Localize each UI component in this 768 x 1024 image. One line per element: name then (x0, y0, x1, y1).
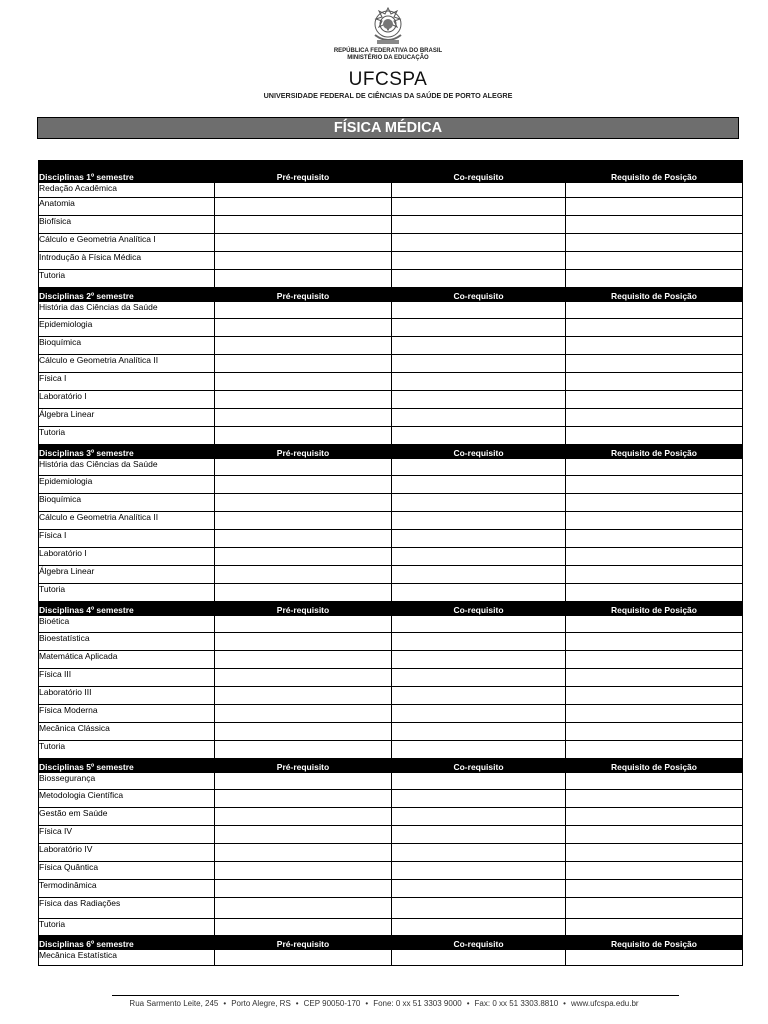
prerequisite-cell[interactable] (215, 808, 392, 826)
corequisite-cell[interactable] (392, 651, 566, 669)
semester-header (39, 445, 743, 459)
table-row (39, 530, 743, 548)
column-header: Co-requisito (392, 445, 566, 459)
footer-item: Rua Sarmento Leite, 245 (129, 999, 219, 1008)
position-requirement-cell[interactable] (566, 741, 743, 759)
discipline-name: Física das Radiações (39, 898, 215, 919)
table-row (39, 826, 743, 844)
brazil-coat-of-arms-icon (369, 7, 407, 47)
bullet-separator: • (563, 999, 566, 1008)
discipline-name: Mecânica Estatística (39, 950, 215, 966)
prerequisite-cell[interactable] (215, 723, 392, 741)
corequisite-cell[interactable] (392, 880, 566, 898)
position-requirement-cell[interactable] (566, 773, 743, 790)
column-header: Pré-requisito (215, 936, 392, 950)
column-header: Pré-requisito (215, 602, 392, 616)
position-requirement-cell[interactable] (566, 844, 743, 862)
table-row (39, 808, 743, 826)
prerequisite-cell[interactable] (215, 373, 392, 391)
discipline-name: Cálculo e Geometria Analítica I (39, 234, 215, 252)
discipline-name: Álgebra Linear (39, 566, 215, 584)
footer-item: www.ufcspa.edu.br (570, 999, 639, 1008)
prerequisite-cell[interactable] (215, 773, 392, 790)
corequisite-cell[interactable] (392, 459, 566, 476)
table-row (39, 773, 743, 790)
table-row (39, 651, 743, 669)
position-requirement-cell[interactable] (566, 950, 743, 966)
column-header: Requisito de Posição (566, 445, 743, 459)
table-row (39, 919, 743, 936)
column-header: Pré-requisito (215, 161, 392, 183)
letterhead (0, 0, 768, 110)
discipline-name: Laboratório III (39, 687, 215, 705)
position-requirement-cell[interactable] (566, 566, 743, 584)
table-row (39, 494, 743, 512)
discipline-name: Bioética (39, 616, 215, 633)
discipline-name: Mecânica Clássica (39, 723, 215, 741)
semester-header (39, 161, 743, 183)
corequisite-cell[interactable] (392, 862, 566, 880)
position-requirement-cell[interactable] (566, 270, 743, 288)
prerequisite-cell[interactable] (215, 530, 392, 548)
table-row (39, 373, 743, 391)
table-row (39, 270, 743, 288)
table-row (39, 234, 743, 252)
column-header: Co-requisito (392, 288, 566, 302)
column-header: Co-requisito (392, 161, 566, 183)
discipline-name: Epidemiologia (39, 319, 215, 337)
position-requirement-cell[interactable] (566, 584, 743, 602)
prerequisite-cell[interactable] (215, 427, 392, 445)
corequisite-cell[interactable] (392, 773, 566, 790)
table-row (39, 355, 743, 373)
ministry-line: MINISTÉRIO DA EDUCAÇÃO (347, 55, 429, 61)
corequisite-cell[interactable] (392, 584, 566, 602)
position-requirement-cell[interactable] (566, 198, 743, 216)
position-requirement-cell[interactable] (566, 476, 743, 494)
position-requirement-cell[interactable] (566, 409, 743, 427)
column-header: Requisito de Posição (566, 288, 743, 302)
prerequisite-cell[interactable] (215, 270, 392, 288)
corequisite-cell[interactable] (392, 355, 566, 373)
corequisite-cell[interactable] (392, 427, 566, 445)
semester-header (39, 602, 743, 616)
table-row (39, 337, 743, 355)
corequisite-cell[interactable] (392, 319, 566, 337)
corequisite-cell[interactable] (392, 512, 566, 530)
discipline-name: Gestão em Saúde (39, 808, 215, 826)
discipline-name: Bioquímica (39, 494, 215, 512)
discipline-name: Física Quântica (39, 862, 215, 880)
semester-label: Disciplinas 1º semestre (39, 161, 215, 183)
discipline-name: Física IV (39, 826, 215, 844)
prerequisite-cell[interactable] (215, 880, 392, 898)
discipline-name: Tutoria (39, 270, 215, 288)
prerequisite-cell[interactable] (215, 826, 392, 844)
position-requirement-cell[interactable] (566, 427, 743, 445)
discipline-name: Termodinâmica (39, 880, 215, 898)
table-row (39, 319, 743, 337)
prerequisite-cell[interactable] (215, 705, 392, 723)
table-row (39, 862, 743, 880)
semester-header (39, 288, 743, 302)
discipline-name: Metodologia Científica (39, 790, 215, 808)
corequisite-cell[interactable] (392, 566, 566, 584)
corequisite-cell[interactable] (392, 409, 566, 427)
corequisite-cell[interactable] (392, 183, 566, 198)
corequisite-cell[interactable] (392, 633, 566, 651)
curriculum-table (38, 160, 743, 966)
table-row (39, 548, 743, 566)
position-requirement-cell[interactable] (566, 355, 743, 373)
table-row (39, 687, 743, 705)
discipline-name: Tutoria (39, 741, 215, 759)
discipline-name: Cálculo e Geometria Analítica II (39, 512, 215, 530)
prerequisite-cell[interactable] (215, 512, 392, 530)
table-row (39, 669, 743, 687)
corequisite-cell[interactable] (392, 198, 566, 216)
prerequisite-cell[interactable] (215, 198, 392, 216)
prerequisite-cell[interactable] (215, 252, 392, 270)
discipline-name: Física III (39, 669, 215, 687)
discipline-name: Física I (39, 373, 215, 391)
footer-address (0, 999, 768, 1008)
prerequisite-cell[interactable] (215, 566, 392, 584)
prerequisite-cell[interactable] (215, 183, 392, 198)
corequisite-cell[interactable] (392, 548, 566, 566)
footer-divider (112, 995, 679, 996)
bullet-separator: • (223, 999, 227, 1008)
discipline-name: Epidemiologia (39, 476, 215, 494)
column-header: Requisito de Posição (566, 602, 743, 616)
discipline-name: Laboratório I (39, 548, 215, 566)
discipline-name: Tutoria (39, 584, 215, 602)
position-requirement-cell[interactable] (566, 862, 743, 880)
table-row (39, 950, 743, 966)
column-header: Pré-requisito (215, 759, 392, 773)
semester-label: Disciplinas 5º semestre (39, 759, 215, 773)
discipline-name: Laboratório IV (39, 844, 215, 862)
position-requirement-cell[interactable] (566, 808, 743, 826)
table-row (39, 198, 743, 216)
table-row (39, 584, 743, 602)
table-row (39, 183, 743, 198)
position-requirement-cell[interactable] (566, 252, 743, 270)
corequisite-cell[interactable] (392, 337, 566, 355)
prerequisite-cell[interactable] (215, 216, 392, 234)
prerequisite-cell[interactable] (215, 669, 392, 687)
corequisite-cell[interactable] (392, 741, 566, 759)
discipline-name: Tutoria (39, 427, 215, 445)
semester-label: Disciplinas 2º semestre (39, 288, 215, 302)
table-row (39, 512, 743, 530)
discipline-name: Cálculo e Geometria Analítica II (39, 355, 215, 373)
column-header: Pré-requisito (215, 288, 392, 302)
prerequisite-cell[interactable] (215, 844, 392, 862)
table-row (39, 566, 743, 584)
position-requirement-cell[interactable] (566, 651, 743, 669)
table-row (39, 741, 743, 759)
corequisite-cell[interactable] (392, 723, 566, 741)
position-requirement-cell[interactable] (566, 183, 743, 198)
discipline-name: Bioestatística (39, 633, 215, 651)
position-requirement-cell[interactable] (566, 234, 743, 252)
discipline-name: Física Moderna (39, 705, 215, 723)
semester-header (39, 759, 743, 773)
table-row (39, 216, 743, 234)
table-row (39, 476, 743, 494)
discipline-name: História das Ciências da Saúde (39, 459, 215, 476)
prerequisite-cell[interactable] (215, 548, 392, 566)
column-header: Co-requisito (392, 602, 566, 616)
corequisite-cell[interactable] (392, 826, 566, 844)
bullet-separator: • (365, 999, 369, 1008)
discipline-name: Laboratório I (39, 391, 215, 409)
discipline-name: Bioquímica (39, 337, 215, 355)
prerequisite-cell[interactable] (215, 234, 392, 252)
prerequisite-cell[interactable] (215, 651, 392, 669)
discipline-name: Anatomia (39, 198, 215, 216)
table-row (39, 616, 743, 633)
prerequisite-cell[interactable] (215, 494, 392, 512)
corequisite-cell[interactable] (392, 252, 566, 270)
corequisite-cell[interactable] (392, 898, 566, 919)
column-header: Co-requisito (392, 759, 566, 773)
prerequisite-cell[interactable] (215, 633, 392, 651)
position-requirement-cell[interactable] (566, 494, 743, 512)
column-header: Requisito de Posição (566, 759, 743, 773)
position-requirement-cell[interactable] (566, 790, 743, 808)
course-title: FÍSICA MÉDICA (37, 117, 739, 139)
ufcspa-logo: UFCSPA (348, 69, 428, 90)
position-requirement-cell[interactable] (566, 391, 743, 409)
corequisite-cell[interactable] (392, 234, 566, 252)
position-requirement-cell[interactable] (566, 373, 743, 391)
column-header: Requisito de Posição (566, 161, 743, 183)
prerequisite-cell[interactable] (215, 355, 392, 373)
prerequisite-cell[interactable] (215, 391, 392, 409)
position-requirement-cell[interactable] (566, 319, 743, 337)
semester-header (39, 936, 743, 950)
discipline-name: Redação Acadêmica (39, 183, 215, 198)
table-row (39, 427, 743, 445)
corequisite-cell[interactable] (392, 919, 566, 936)
corequisite-cell[interactable] (392, 270, 566, 288)
position-requirement-cell[interactable] (566, 723, 743, 741)
corequisite-cell[interactable] (392, 669, 566, 687)
discipline-name: Matemática Aplicada (39, 651, 215, 669)
table-row (39, 633, 743, 651)
prerequisite-cell[interactable] (215, 950, 392, 966)
position-requirement-cell[interactable] (566, 669, 743, 687)
position-requirement-cell[interactable] (566, 633, 743, 651)
corequisite-cell[interactable] (392, 476, 566, 494)
semester-label: Disciplinas 6º semestre (39, 936, 215, 950)
corequisite-cell[interactable] (392, 494, 566, 512)
corequisite-cell[interactable] (392, 302, 566, 319)
corequisite-cell[interactable] (392, 391, 566, 409)
bullet-separator: • (295, 999, 299, 1008)
prerequisite-cell[interactable] (215, 459, 392, 476)
prerequisite-cell[interactable] (215, 687, 392, 705)
footer-item: Fax: 0 xx 51 3303.8810 (474, 999, 559, 1008)
discipline-name: Biofísica (39, 216, 215, 234)
prerequisite-cell[interactable] (215, 337, 392, 355)
prerequisite-cell[interactable] (215, 319, 392, 337)
position-requirement-cell[interactable] (566, 880, 743, 898)
position-requirement-cell[interactable] (566, 512, 743, 530)
discipline-name: Física I (39, 530, 215, 548)
corequisite-cell[interactable] (392, 844, 566, 862)
footer-item: Fone: 0 xx 51 3303 9000 (373, 999, 462, 1008)
discipline-name: Álgebra Linear (39, 409, 215, 427)
position-requirement-cell[interactable] (566, 919, 743, 936)
position-requirement-cell[interactable] (566, 705, 743, 723)
bullet-separator: • (466, 999, 470, 1008)
semester-label: Disciplinas 4º semestre (39, 602, 215, 616)
prerequisite-cell[interactable] (215, 616, 392, 633)
corequisite-cell[interactable] (392, 373, 566, 391)
corequisite-cell[interactable] (392, 808, 566, 826)
table-row (39, 844, 743, 862)
prerequisite-cell[interactable] (215, 919, 392, 936)
prerequisite-cell[interactable] (215, 862, 392, 880)
discipline-name: Tutoria (39, 919, 215, 936)
prerequisite-cell[interactable] (215, 584, 392, 602)
position-requirement-cell[interactable] (566, 459, 743, 476)
table-row (39, 409, 743, 427)
position-requirement-cell[interactable] (566, 898, 743, 919)
table-row (39, 880, 743, 898)
semester-label: Disciplinas 3º semestre (39, 445, 215, 459)
position-requirement-cell[interactable] (566, 616, 743, 633)
corequisite-cell[interactable] (392, 530, 566, 548)
corequisite-cell[interactable] (392, 790, 566, 808)
position-requirement-cell[interactable] (566, 687, 743, 705)
position-requirement-cell[interactable] (566, 826, 743, 844)
prerequisite-cell[interactable] (215, 302, 392, 319)
prerequisite-cell[interactable] (215, 898, 392, 919)
position-requirement-cell[interactable] (566, 337, 743, 355)
position-requirement-cell[interactable] (566, 302, 743, 319)
table-row (39, 391, 743, 409)
position-requirement-cell[interactable] (566, 216, 743, 234)
prerequisite-cell[interactable] (215, 476, 392, 494)
table-row (39, 302, 743, 319)
column-header: Pré-requisito (215, 445, 392, 459)
table-row (39, 723, 743, 741)
table-row (39, 790, 743, 808)
discipline-name: Introdução à Física Médica (39, 252, 215, 270)
corequisite-cell[interactable] (392, 950, 566, 966)
prerequisite-cell[interactable] (215, 741, 392, 759)
university-name: UNIVERSIDADE FEDERAL DE CIÊNCIAS DA SAÚDE DE PORTO ALEGRE (263, 91, 513, 100)
corequisite-cell[interactable] (392, 687, 566, 705)
column-header: Co-requisito (392, 936, 566, 950)
discipline-name: História das Ciências da Saúde (39, 302, 215, 319)
column-header: Requisito de Posição (566, 936, 743, 950)
footer-item: CEP 90050-170 (303, 999, 361, 1008)
position-requirement-cell[interactable] (566, 530, 743, 548)
corequisite-cell[interactable] (392, 216, 566, 234)
discipline-name: Biossegurança (39, 773, 215, 790)
corequisite-cell[interactable] (392, 616, 566, 633)
prerequisite-cell[interactable] (215, 790, 392, 808)
table-row (39, 705, 743, 723)
table-row (39, 898, 743, 919)
government-line: REPÚBLICA FEDERATIVA DO BRASIL (333, 48, 443, 54)
table-row (39, 459, 743, 476)
footer-item: Porto Alegre, RS (231, 999, 291, 1008)
position-requirement-cell[interactable] (566, 548, 743, 566)
prerequisite-cell[interactable] (215, 409, 392, 427)
table-row (39, 252, 743, 270)
corequisite-cell[interactable] (392, 705, 566, 723)
